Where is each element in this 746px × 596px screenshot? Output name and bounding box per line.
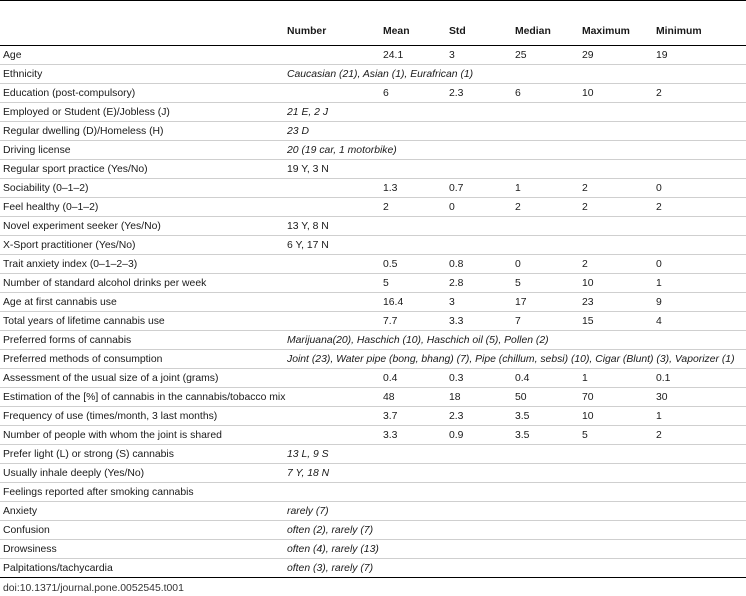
table-row bbox=[0, 369, 746, 388]
cell-median: 0.4 bbox=[512, 369, 579, 388]
cell-number bbox=[284, 274, 380, 293]
table-row bbox=[0, 331, 746, 350]
cell-mean: 7.7 bbox=[380, 312, 446, 331]
cell-mean: 0.5 bbox=[380, 255, 446, 274]
header-cell-number: Number bbox=[284, 17, 380, 46]
cell-number bbox=[284, 312, 380, 331]
cell-summary: often (2), rarely (7) bbox=[284, 521, 746, 540]
cell-summary: Joint (23), Water pipe (bong, bhang) (7), Pipe (chillum, sebsi) (10), Cigar (Blunt) (3), Vaporizer (1) bbox=[284, 350, 746, 369]
header-cell-label bbox=[0, 17, 284, 46]
cell-number bbox=[284, 426, 380, 445]
row-label: Prefer light (L) or strong (S) cannabis bbox=[0, 445, 284, 464]
doi-footer: doi:10.1371/journal.pone.0052545.t001 bbox=[3, 583, 184, 594]
table-row bbox=[0, 502, 746, 521]
cell-summary: often (4), rarely (13) bbox=[284, 540, 746, 559]
row-label: Confusion bbox=[0, 521, 284, 540]
table-row bbox=[0, 46, 746, 65]
cell-std: 3 bbox=[446, 46, 512, 65]
cell-median: 5 bbox=[512, 274, 579, 293]
table-row bbox=[0, 388, 746, 407]
row-label: Preferred methods of consumption bbox=[0, 350, 284, 369]
table-row bbox=[0, 426, 746, 445]
cell-maximum: 15 bbox=[579, 312, 653, 331]
cell-minimum: 9 bbox=[653, 293, 746, 312]
cell-minimum: 2 bbox=[653, 198, 746, 217]
table-row bbox=[0, 65, 746, 84]
cell-number bbox=[284, 255, 380, 274]
cell-std: 0.8 bbox=[446, 255, 512, 274]
cell-median: 50 bbox=[512, 388, 579, 407]
cell-summary bbox=[284, 483, 746, 502]
cell-minimum: 4 bbox=[653, 312, 746, 331]
header-cell-mean: Mean bbox=[380, 17, 446, 46]
table-row bbox=[0, 160, 746, 179]
row-label: Palpitations/tachycardia bbox=[0, 559, 284, 578]
row-label: Age at first cannabis use bbox=[0, 293, 284, 312]
row-label: Feel healthy (0–1–2) bbox=[0, 198, 284, 217]
table-row bbox=[0, 274, 746, 293]
cell-summary: 20 (19 car, 1 motorbike) bbox=[284, 141, 746, 160]
cell-median: 25 bbox=[512, 46, 579, 65]
cell-minimum: 2 bbox=[653, 84, 746, 103]
cell-median: 3.5 bbox=[512, 407, 579, 426]
table-row bbox=[0, 103, 746, 122]
row-label: Trait anxiety index (0–1–2–3) bbox=[0, 255, 284, 274]
row-label: Total years of lifetime cannabis use bbox=[0, 312, 284, 331]
table-row bbox=[0, 464, 746, 483]
cell-maximum: 1 bbox=[579, 369, 653, 388]
cell-std: 0.3 bbox=[446, 369, 512, 388]
cell-mean: 1.3 bbox=[380, 179, 446, 198]
row-label: Frequency of use (times/month, 3 last months) bbox=[0, 407, 284, 426]
cell-summary: 19 Y, 3 N bbox=[284, 160, 746, 179]
cell-summary: 6 Y, 17 N bbox=[284, 236, 746, 255]
table-row bbox=[0, 483, 746, 502]
row-label: Number of people with whom the joint is shared bbox=[0, 426, 284, 445]
cell-median: 17 bbox=[512, 293, 579, 312]
cell-median: 1 bbox=[512, 179, 579, 198]
row-label: Drowsiness bbox=[0, 540, 284, 559]
cell-minimum: 2 bbox=[653, 426, 746, 445]
cell-number bbox=[284, 369, 380, 388]
cell-maximum: 2 bbox=[579, 255, 653, 274]
cell-summary: 7 Y, 18 N bbox=[284, 464, 746, 483]
cell-minimum: 0 bbox=[653, 179, 746, 198]
row-label: Anxiety bbox=[0, 502, 284, 521]
cell-number bbox=[284, 293, 380, 312]
row-label: Employed or Student (E)/Jobless (J) bbox=[0, 103, 284, 122]
cell-mean: 48 bbox=[380, 388, 446, 407]
row-label: Feelings reported after smoking cannabis bbox=[0, 483, 284, 502]
data-table bbox=[0, 17, 746, 578]
cell-std: 0.9 bbox=[446, 426, 512, 445]
table-row bbox=[0, 540, 746, 559]
header-row bbox=[0, 17, 746, 46]
cell-std: 0.7 bbox=[446, 179, 512, 198]
cell-number bbox=[284, 388, 380, 407]
cell-maximum: 2 bbox=[579, 198, 653, 217]
header-cell-maximum: Maximum bbox=[579, 17, 653, 46]
cell-mean: 5 bbox=[380, 274, 446, 293]
cell-mean: 3.3 bbox=[380, 426, 446, 445]
table-row bbox=[0, 407, 746, 426]
table-row bbox=[0, 236, 746, 255]
cell-std: 0 bbox=[446, 198, 512, 217]
table-row bbox=[0, 312, 746, 331]
cell-number bbox=[284, 198, 380, 217]
cell-summary: Caucasian (21), Asian (1), Eurafrican (1) bbox=[284, 65, 746, 84]
cell-median: 7 bbox=[512, 312, 579, 331]
cell-maximum: 10 bbox=[579, 84, 653, 103]
cell-number bbox=[284, 46, 380, 65]
cell-summary: 23 D bbox=[284, 122, 746, 141]
row-label: Novel experiment seeker (Yes/No) bbox=[0, 217, 284, 236]
cell-summary: Marijuana(20), Haschich (10), Haschich oil (5), Pollen (2) bbox=[284, 331, 746, 350]
table-row bbox=[0, 293, 746, 312]
cell-median: 3.5 bbox=[512, 426, 579, 445]
header-cell-minimum: Minimum bbox=[653, 17, 746, 46]
table-header bbox=[0, 17, 746, 46]
cell-median: 0 bbox=[512, 255, 579, 274]
row-label: Age bbox=[0, 46, 284, 65]
table-row bbox=[0, 350, 746, 369]
cell-minimum: 30 bbox=[653, 388, 746, 407]
table-row bbox=[0, 141, 746, 160]
table-body bbox=[0, 46, 746, 578]
cell-number bbox=[284, 179, 380, 198]
cell-maximum: 23 bbox=[579, 293, 653, 312]
row-label: Estimation of the [%] of cannabis in the cannabis/tobacco mix bbox=[0, 388, 284, 407]
cell-maximum: 70 bbox=[579, 388, 653, 407]
table-row bbox=[0, 122, 746, 141]
row-label: Assessment of the usual size of a joint (grams) bbox=[0, 369, 284, 388]
cell-maximum: 29 bbox=[579, 46, 653, 65]
row-label: Number of standard alcohol drinks per week bbox=[0, 274, 284, 293]
row-label: X-Sport practitioner (Yes/No) bbox=[0, 236, 284, 255]
table-row bbox=[0, 217, 746, 236]
cell-summary: 21 E, 2 J bbox=[284, 103, 746, 122]
cell-summary: 13 Y, 8 N bbox=[284, 217, 746, 236]
cell-minimum: 19 bbox=[653, 46, 746, 65]
row-label: Regular dwelling (D)/Homeless (H) bbox=[0, 122, 284, 141]
cell-mean: 3.7 bbox=[380, 407, 446, 426]
cell-median: 6 bbox=[512, 84, 579, 103]
cell-maximum: 10 bbox=[579, 274, 653, 293]
cell-summary: often (3), rarely (7) bbox=[284, 559, 746, 578]
cell-std: 3 bbox=[446, 293, 512, 312]
table-container bbox=[0, 17, 746, 578]
top-rule bbox=[0, 0, 746, 1]
row-label: Sociability (0–1–2) bbox=[0, 179, 284, 198]
cell-number bbox=[284, 84, 380, 103]
table-row bbox=[0, 179, 746, 198]
table-row bbox=[0, 559, 746, 578]
cell-std: 2.3 bbox=[446, 407, 512, 426]
row-label: Ethnicity bbox=[0, 65, 284, 84]
row-label: Driving license bbox=[0, 141, 284, 160]
cell-maximum: 5 bbox=[579, 426, 653, 445]
row-label: Preferred forms of cannabis bbox=[0, 331, 284, 350]
cell-mean: 16.4 bbox=[380, 293, 446, 312]
cell-summary: 13 L, 9 S bbox=[284, 445, 746, 464]
cell-std: 2.8 bbox=[446, 274, 512, 293]
cell-median: 2 bbox=[512, 198, 579, 217]
cell-maximum: 10 bbox=[579, 407, 653, 426]
header-cell-std: Std bbox=[446, 17, 512, 46]
cell-summary: rarely (7) bbox=[284, 502, 746, 521]
cell-minimum: 0.1 bbox=[653, 369, 746, 388]
cell-maximum: 2 bbox=[579, 179, 653, 198]
header-cell-median: Median bbox=[512, 17, 579, 46]
cell-mean: 2 bbox=[380, 198, 446, 217]
cell-mean: 24.1 bbox=[380, 46, 446, 65]
row-label: Regular sport practice (Yes/No) bbox=[0, 160, 284, 179]
table-row bbox=[0, 84, 746, 103]
cell-mean: 6 bbox=[380, 84, 446, 103]
table-row bbox=[0, 255, 746, 274]
row-label: Education (post-compulsory) bbox=[0, 84, 284, 103]
table-row bbox=[0, 445, 746, 464]
cell-std: 3.3 bbox=[446, 312, 512, 331]
cell-std: 18 bbox=[446, 388, 512, 407]
row-label: Usually inhale deeply (Yes/No) bbox=[0, 464, 284, 483]
cell-minimum: 0 bbox=[653, 255, 746, 274]
cell-number bbox=[284, 407, 380, 426]
table-row bbox=[0, 521, 746, 540]
table-row bbox=[0, 198, 746, 217]
cell-mean: 0.4 bbox=[380, 369, 446, 388]
cell-minimum: 1 bbox=[653, 407, 746, 426]
cell-std: 2.3 bbox=[446, 84, 512, 103]
cell-minimum: 1 bbox=[653, 274, 746, 293]
